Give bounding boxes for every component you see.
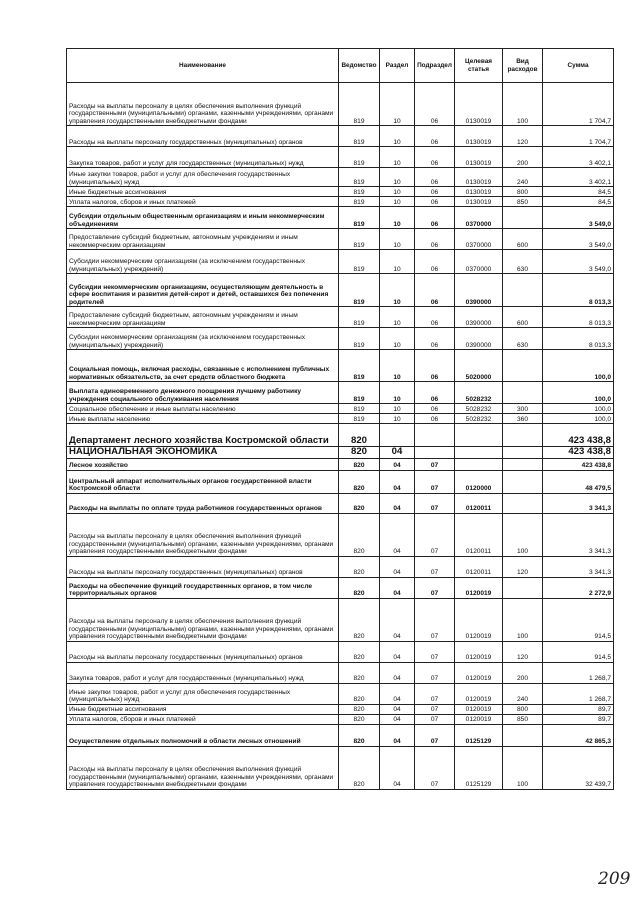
cell-name: Лесное хозяйство (67, 458, 339, 470)
cell-name: Социальная помощь, включая расходы, связанные с исполнением публичных нормативных обязательств, за счет средств областного бюджета (67, 350, 339, 382)
cell-section: 10 (380, 83, 415, 126)
table-row (67, 470, 614, 493)
cell-subsection: 06 (415, 126, 455, 147)
cell-dept: 819 (339, 126, 380, 147)
cell-subsection: 06 (415, 207, 455, 229)
cell-section: 04 (380, 662, 415, 683)
cell-section: 10 (380, 328, 415, 350)
cell-target: 5028232 (455, 382, 503, 404)
cell-subsection: 07 (415, 714, 455, 724)
cell-target: 0120011 (455, 513, 503, 556)
cell-name: Иные бюджетные ассигнования (67, 187, 339, 197)
cell-section: 10 (380, 350, 415, 382)
page-number: 209 (598, 869, 631, 889)
cell-section: 10 (380, 147, 415, 168)
cell-subsection: 07 (415, 513, 455, 556)
cell-name: Расходы на обеспечение функций государственных органов, в том числе территориальных органов (67, 577, 339, 598)
table-row (67, 207, 614, 229)
cell-subsection (415, 447, 455, 459)
table-row (67, 704, 614, 714)
cell-name: Уплата налогов, сборов и иных платежей (67, 714, 339, 724)
cell-section: 04 (380, 641, 415, 662)
cell-target: 0120019 (455, 598, 503, 641)
cell-dept: 820 (339, 577, 380, 598)
cell-name: Расходы на выплаты персоналу в целях обеспечения выполнения функций государственными (муниципальными) органами, казенными учреждениями, органами управления государственными внебюджетными фондами (67, 513, 339, 556)
cell-target: 0120019 (455, 714, 503, 724)
cell-dept: 819 (339, 250, 380, 274)
table-header-row (67, 49, 614, 83)
cell-target: 0120019 (455, 577, 503, 598)
table-row (67, 274, 614, 307)
cell-subsection: 07 (415, 493, 455, 513)
cell-sum: 423 438,8 (543, 458, 614, 470)
table-row (67, 328, 614, 350)
table-row (67, 147, 614, 168)
cell-dept: 820 (339, 724, 380, 746)
cell-sum: 1 704,7 (543, 83, 614, 126)
cell-dept: 819 (339, 382, 380, 404)
cell-name: Центральный аппарат исполнительных органов государственной власти Костромской области (67, 470, 339, 493)
cell-sum: 1 704,7 (543, 126, 614, 147)
cell-target: 0370000 (455, 250, 503, 274)
cell-target: 0130019 (455, 197, 503, 207)
cell-dept: 820 (339, 458, 380, 470)
cell-subsection: 06 (415, 147, 455, 168)
cell-section: 04 (380, 714, 415, 724)
cell-sum: 3 549,0 (543, 207, 614, 229)
table-row (67, 556, 614, 577)
cell-dept: 820 (339, 641, 380, 662)
cell-section: 04 (380, 683, 415, 704)
cell-subsection: 07 (415, 724, 455, 746)
cell-subsection: 07 (415, 470, 455, 493)
cell-target: 0120019 (455, 641, 503, 662)
cell-subsection: 06 (415, 404, 455, 414)
cell-section: 04 (380, 513, 415, 556)
cell-section: 10 (380, 250, 415, 274)
cell-dept: 819 (339, 83, 380, 126)
cell-sum: 423 438,8 (543, 424, 614, 447)
cell-sum: 3 402,1 (543, 147, 614, 168)
cell-name: Расходы на выплаты персоналу государственных (муниципальных) органов (67, 556, 339, 577)
cell-target: 0120019 (455, 683, 503, 704)
cell-target: 5028232 (455, 414, 503, 424)
cell-dept: 820 (339, 683, 380, 704)
table-row (67, 197, 614, 207)
cell-name: Расходы на выплаты персоналу государственных (муниципальных) органов (67, 126, 339, 147)
cell-name: Департамент лесного хозяйства Костромской области (67, 424, 339, 447)
cell-section: 04 (380, 447, 415, 459)
cell-dept: 820 (339, 746, 380, 789)
cell-sum: 914,5 (543, 641, 614, 662)
table-row (67, 126, 614, 147)
cell-name: Расходы на выплаты персоналу государственных (муниципальных) органов (67, 641, 339, 662)
cell-kind: 200 (503, 662, 543, 683)
cell-subsection: 06 (415, 274, 455, 307)
table-row (67, 414, 614, 424)
cell-kind: 630 (503, 250, 543, 274)
cell-name: Субсидии некоммерческим организациям (за исключением государственных (муниципальных) учреждений) (67, 328, 339, 350)
cell-sum: 100,0 (543, 414, 614, 424)
cell-target: 0130019 (455, 83, 503, 126)
cell-target: 0130019 (455, 187, 503, 197)
cell-dept: 820 (339, 493, 380, 513)
cell-target: 0120019 (455, 662, 503, 683)
header-section: Раздел (380, 49, 415, 83)
cell-kind: 240 (503, 683, 543, 704)
header-kind: Вид расходов (503, 49, 543, 83)
cell-section: 04 (380, 598, 415, 641)
cell-kind: 120 (503, 126, 543, 147)
cell-kind: 800 (503, 704, 543, 714)
cell-sum: 89,7 (543, 714, 614, 724)
cell-target: 5020000 (455, 350, 503, 382)
cell-name: Расходы на выплаты по оплате труда работников государственных органов (67, 493, 339, 513)
cell-kind: 300 (503, 404, 543, 414)
cell-subsection: 06 (415, 197, 455, 207)
cell-section: 04 (380, 704, 415, 714)
cell-subsection: 07 (415, 641, 455, 662)
cell-kind (503, 458, 543, 470)
cell-sum: 2 272,9 (543, 577, 614, 598)
cell-sum: 89,7 (543, 704, 614, 714)
cell-dept: 819 (339, 197, 380, 207)
cell-dept: 819 (339, 187, 380, 197)
cell-dept: 819 (339, 229, 380, 250)
table-body (67, 83, 614, 790)
cell-kind: 360 (503, 414, 543, 424)
cell-section: 10 (380, 197, 415, 207)
cell-dept: 819 (339, 404, 380, 414)
cell-kind: 120 (503, 641, 543, 662)
cell-target: 0390000 (455, 328, 503, 350)
table-row (67, 458, 614, 470)
cell-dept: 819 (339, 414, 380, 424)
cell-section: 04 (380, 724, 415, 746)
cell-sum: 914,5 (543, 598, 614, 641)
cell-sum: 8 013,3 (543, 274, 614, 307)
cell-subsection (415, 424, 455, 447)
cell-section: 10 (380, 414, 415, 424)
table-row (67, 168, 614, 187)
cell-target: 0390000 (455, 307, 503, 328)
cell-target: 0130019 (455, 168, 503, 187)
cell-sum: 3 341,3 (543, 493, 614, 513)
cell-sum: 8 013,3 (543, 307, 614, 328)
cell-target: 0120000 (455, 470, 503, 493)
cell-sum: 100,0 (543, 350, 614, 382)
cell-sum: 1 268,7 (543, 662, 614, 683)
cell-kind: 850 (503, 714, 543, 724)
cell-kind (503, 493, 543, 513)
cell-subsection: 06 (415, 328, 455, 350)
table-row (67, 382, 614, 404)
cell-target: 0120019 (455, 704, 503, 714)
cell-sum: 84,5 (543, 197, 614, 207)
cell-sum: 3 341,3 (543, 513, 614, 556)
table-row (67, 493, 614, 513)
table-row (67, 350, 614, 382)
cell-name: Субсидии некоммерческим организациям (за исключением государственных (муниципальных) учреждений) (67, 250, 339, 274)
cell-dept: 820 (339, 556, 380, 577)
cell-dept: 820 (339, 470, 380, 493)
cell-target (455, 447, 503, 459)
cell-section: 10 (380, 274, 415, 307)
cell-kind: 850 (503, 197, 543, 207)
cell-sum: 100,0 (543, 404, 614, 414)
cell-kind: 600 (503, 307, 543, 328)
cell-sum: 32 439,7 (543, 746, 614, 789)
cell-kind (503, 447, 543, 459)
cell-target: 0125129 (455, 746, 503, 789)
cell-dept: 819 (339, 207, 380, 229)
cell-name: Социальное обеспечение и иные выплаты населению (67, 404, 339, 414)
cell-kind (503, 724, 543, 746)
table-row (67, 683, 614, 704)
cell-dept: 820 (339, 598, 380, 641)
cell-kind (503, 577, 543, 598)
cell-sum: 84,5 (543, 187, 614, 197)
cell-target: 0390000 (455, 274, 503, 307)
header-sum: Сумма (543, 49, 614, 83)
cell-subsection: 06 (415, 168, 455, 187)
header-subsection: Подраздел (415, 49, 455, 83)
cell-section: 04 (380, 458, 415, 470)
cell-kind: 100 (503, 513, 543, 556)
cell-dept: 819 (339, 350, 380, 382)
cell-name: Иные закупки товаров, работ и услуг для обеспечения государственных (муниципальных) нужд (67, 683, 339, 704)
cell-name: Осуществление отдельных полномочий в области лесных отношений (67, 724, 339, 746)
cell-kind (503, 470, 543, 493)
cell-subsection: 07 (415, 746, 455, 789)
cell-section: 10 (380, 307, 415, 328)
table-row (67, 513, 614, 556)
table-row (67, 641, 614, 662)
cell-sum: 100,0 (543, 382, 614, 404)
cell-kind: 800 (503, 187, 543, 197)
cell-section: 10 (380, 404, 415, 414)
cell-name: Субсидии отдельным общественным организациям и иным некоммерческим объединениям (67, 207, 339, 229)
cell-subsection: 07 (415, 577, 455, 598)
cell-name: Закупка товаров, работ и услуг для государственных (муниципальных) нужд (67, 662, 339, 683)
cell-kind (503, 350, 543, 382)
cell-target: 0370000 (455, 207, 503, 229)
cell-subsection: 07 (415, 704, 455, 714)
cell-dept: 819 (339, 274, 380, 307)
cell-section: 10 (380, 207, 415, 229)
cell-kind: 630 (503, 328, 543, 350)
cell-sum: 42 865,3 (543, 724, 614, 746)
cell-kind (503, 382, 543, 404)
cell-target: 0120011 (455, 556, 503, 577)
header-target: Целевая статья (455, 49, 503, 83)
cell-dept: 820 (339, 662, 380, 683)
cell-kind: 200 (503, 147, 543, 168)
cell-section: 10 (380, 382, 415, 404)
cell-subsection: 06 (415, 350, 455, 382)
cell-subsection: 06 (415, 187, 455, 197)
cell-target: 0130019 (455, 147, 503, 168)
table-row (67, 404, 614, 414)
cell-target: 0370000 (455, 229, 503, 250)
cell-section: 04 (380, 493, 415, 513)
table-row (67, 746, 614, 789)
cell-name: Иные закупки товаров, работ и услуг для обеспечения государственных (муниципальных) нужд (67, 168, 339, 187)
cell-sum: 8 013,3 (543, 328, 614, 350)
cell-kind: 100 (503, 598, 543, 641)
table-row (67, 187, 614, 197)
cell-sum: 3 549,0 (543, 229, 614, 250)
cell-sum: 423 438,8 (543, 447, 614, 459)
cell-name: Предоставление субсидий бюджетным, автономным учреждениям и иным некоммерческим организациям (67, 229, 339, 250)
cell-sum: 3 549,0 (543, 250, 614, 274)
cell-section: 10 (380, 229, 415, 250)
cell-section: 10 (380, 126, 415, 147)
cell-subsection: 06 (415, 307, 455, 328)
cell-dept: 819 (339, 328, 380, 350)
cell-kind (503, 207, 543, 229)
table-row (67, 598, 614, 641)
budget-table (66, 48, 614, 790)
table-row (67, 714, 614, 724)
cell-section: 04 (380, 470, 415, 493)
cell-name: Субсидии некоммерческим организациям, осуществляющим деятельность в сфере воспитания и развития детей-сирот и детей, оставшихся без попечения родителей (67, 274, 339, 307)
table-row (67, 250, 614, 274)
cell-section: 04 (380, 556, 415, 577)
cell-section (380, 424, 415, 447)
cell-target (455, 458, 503, 470)
cell-sum: 3 402,1 (543, 168, 614, 187)
cell-name: Предоставление субсидий бюджетным, автономным учреждениям и иным некоммерческим организациям (67, 307, 339, 328)
cell-name: Расходы на выплаты персоналу в целях обеспечения выполнения функций государственными (муниципальными) органами, казенными учреждениями, органами управления государственными внебюджетными фондами (67, 83, 339, 126)
cell-name: Иные бюджетные ассигнования (67, 704, 339, 714)
cell-section: 10 (380, 187, 415, 197)
cell-kind (503, 274, 543, 307)
cell-sum: 1 268,7 (543, 683, 614, 704)
cell-target (455, 424, 503, 447)
cell-subsection: 06 (415, 83, 455, 126)
table-row (67, 724, 614, 746)
cell-sum: 3 341,3 (543, 556, 614, 577)
cell-name: Уплата налогов, сборов и иных платежей (67, 197, 339, 207)
cell-kind: 240 (503, 168, 543, 187)
cell-name: Закупка товаров, работ и услуг для государственных (муниципальных) нужд (67, 147, 339, 168)
cell-kind (503, 424, 543, 447)
cell-subsection: 07 (415, 662, 455, 683)
cell-dept: 820 (339, 424, 380, 447)
cell-subsection: 07 (415, 556, 455, 577)
cell-name: Расходы на выплаты персоналу в целях обеспечения выполнения функций государственными (муниципальными) органами, казенными учреждениями, органами управления государственными внебюджетными фондами (67, 746, 339, 789)
cell-dept: 820 (339, 704, 380, 714)
cell-sum: 48 479,5 (543, 470, 614, 493)
cell-subsection: 06 (415, 382, 455, 404)
table-row (67, 662, 614, 683)
cell-dept: 819 (339, 147, 380, 168)
cell-subsection: 06 (415, 229, 455, 250)
header-name: Наименование (67, 49, 339, 83)
cell-subsection: 06 (415, 414, 455, 424)
cell-dept: 820 (339, 714, 380, 724)
cell-section: 10 (380, 168, 415, 187)
cell-kind: 120 (503, 556, 543, 577)
cell-dept: 820 (339, 513, 380, 556)
cell-target: 0130019 (455, 126, 503, 147)
cell-name: НАЦИОНАЛЬНАЯ ЭКОНОМИКА (67, 447, 339, 459)
cell-subsection: 07 (415, 598, 455, 641)
cell-target: 0120011 (455, 493, 503, 513)
cell-name: Выплата единовременного денежного поощрения лучшему работнику учреждения социального обслуживания населения (67, 382, 339, 404)
table-row (67, 229, 614, 250)
header-dept: Ведомство (339, 49, 380, 83)
cell-kind: 100 (503, 83, 543, 126)
cell-dept: 819 (339, 307, 380, 328)
cell-section: 04 (380, 746, 415, 789)
cell-target: 0125129 (455, 724, 503, 746)
table-row (67, 447, 614, 459)
cell-name: Расходы на выплаты персоналу в целях обеспечения выполнения функций государственными (муниципальными) органами, казенными учреждениями, органами управления государственными внебюджетными фондами (67, 598, 339, 641)
table-row (67, 83, 614, 126)
cell-target: 5028232 (455, 404, 503, 414)
cell-subsection: 07 (415, 683, 455, 704)
cell-subsection: 07 (415, 458, 455, 470)
cell-section: 04 (380, 577, 415, 598)
cell-subsection: 06 (415, 250, 455, 274)
table-row (67, 577, 614, 598)
table-row (67, 307, 614, 328)
table-row (67, 424, 614, 447)
cell-name: Иные выплаты населению (67, 414, 339, 424)
cell-kind: 600 (503, 229, 543, 250)
cell-dept: 819 (339, 168, 380, 187)
cell-dept: 820 (339, 447, 380, 459)
cell-kind: 100 (503, 746, 543, 789)
